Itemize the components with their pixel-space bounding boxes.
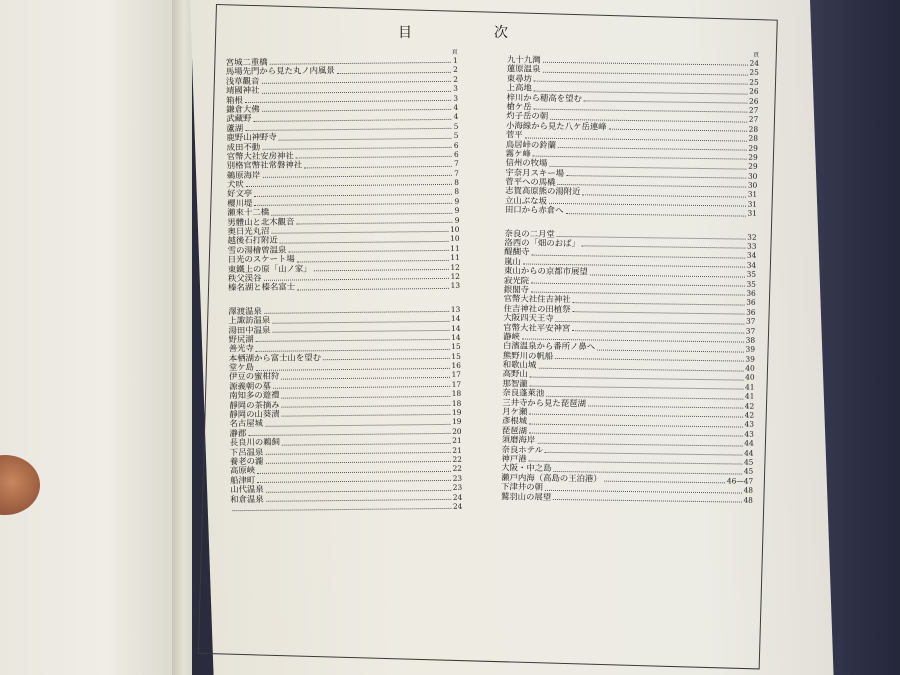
toc-entry-page: 27: [748, 114, 759, 125]
toc-entry-title: 官幣大社平安神宮: [503, 321, 571, 333]
toc-entry-page: 3: [453, 83, 459, 94]
toc-entry-title: 日光のスケート場: [227, 253, 295, 265]
toc-entry-title: 武藏野: [226, 113, 252, 124]
toc-entry-page: 33: [746, 241, 757, 251]
book-spine: [172, 0, 192, 675]
toc-entry-title: 須磨海岸: [501, 434, 536, 445]
toc-entry-title: 成田不動: [226, 141, 261, 152]
toc-entry-page: 13: [450, 304, 461, 314]
toc-entry-page: 19: [452, 417, 462, 427]
toc-entry-title: 和倉温泉: [230, 493, 264, 504]
toc-entry-page: 36: [746, 297, 756, 308]
toc-entry-page: 14: [451, 323, 461, 333]
toc-entry-title: 梓川から穂高を望む: [506, 91, 582, 103]
toc-entry-title: 上諏訪温泉: [228, 314, 271, 326]
toc-entry-page: 7: [454, 168, 459, 178]
dot-leader: [232, 508, 451, 511]
toc-entry-title: 源義朝の墓: [229, 380, 272, 392]
toc-entry-page: 26: [749, 86, 759, 96]
toc-entry-page: 28: [748, 124, 759, 134]
toc-entry-page: 37: [745, 316, 756, 326]
toc-entry-title: 伊豆の蜜柑狩: [228, 371, 280, 382]
toc-entry-title: 醍醐寺: [504, 246, 530, 257]
toc-entry-title: 九十九灣: [506, 54, 541, 65]
toc-entry-title: 榛名湖と榛名富士: [228, 281, 296, 293]
toc-entry-page: 32: [747, 232, 757, 242]
toc-entry-page: 14: [451, 332, 461, 342]
toc-entry-page: 40: [745, 363, 755, 373]
toc-entry-title: 蓮原温泉: [506, 63, 541, 75]
toc-entry-page: 24: [749, 58, 760, 68]
dot-leader: [553, 499, 741, 503]
toc-left-column: [226, 49, 463, 514]
toc-entry-page: 5: [453, 130, 459, 140]
dot-leader: [304, 166, 452, 169]
toc-entry-page: 24: [452, 492, 463, 502]
toc-entry-title: 船津町: [230, 474, 256, 485]
dot-leader: [297, 259, 449, 262]
toc-group: [501, 229, 757, 505]
toc-entry-title: 菅平: [505, 129, 523, 140]
toc-entry-title: 銀閣寺: [503, 284, 530, 295]
toc-entry-page: 31: [747, 208, 757, 218]
toc-entry-page: 15: [451, 351, 461, 361]
toc-entry-title: 靜岡の茶摘み: [229, 399, 280, 410]
toc-entry-page: 7: [454, 159, 459, 169]
dot-leader: [296, 156, 452, 159]
toc-entry-page: 19: [451, 407, 462, 417]
toc-entry-title: 靖國神社: [225, 85, 260, 96]
toc-right-column: [501, 48, 759, 504]
toc-entry-page: 17: [451, 379, 462, 389]
dot-leader: [337, 72, 451, 74]
toc-entry-page: 36: [746, 288, 756, 298]
toc-entry-page: 8: [454, 177, 460, 187]
toc-entry-page: 38: [745, 335, 756, 345]
toc-entry-page: 9: [454, 206, 460, 216]
toc-entry-page: 25: [749, 68, 759, 78]
toc-entry-title: 官幣大社安房神社: [226, 150, 294, 162]
dot-leader: [297, 288, 449, 291]
toc-entry-page: 35: [746, 279, 756, 289]
toc-entry-title: 立山ぶな坂: [504, 195, 547, 206]
toc-heading: 目 次: [398, 25, 542, 41]
toc-entry-title: 那智瀧: [502, 378, 528, 389]
page-column-label: 頁: [753, 51, 760, 59]
toc-entry-title: 蘆湖: [226, 122, 244, 133]
toc-entry-title: 槍ケ岳: [506, 101, 532, 112]
toc-entry-title: 南知多の遊禮: [229, 389, 280, 401]
toc-entry-page: 44: [744, 438, 754, 448]
toc-entry-title: 小海線から見た八ケ岳連峰: [506, 119, 607, 132]
toc-entry-title: 信州の牧場: [505, 157, 548, 169]
toc-entry-title: 東山からの京都市展望: [504, 265, 588, 277]
toc-entry-page: 36: [746, 307, 756, 317]
toc-entry-title: 名古屋城: [229, 418, 264, 429]
toc-entry-title: 熊野川の帆船: [502, 349, 554, 361]
toc-entry-page: 6: [453, 140, 459, 150]
toc-entry-page: 42: [744, 410, 755, 420]
toc-entry-title: 越後石打附近: [227, 235, 278, 246]
toc-entry-title: 奈良蓬萊池: [502, 387, 545, 399]
toc-entry-title: 瀨戸内海（高島の王泊港）: [501, 472, 602, 484]
toc-entry-title: 大阪四天王寺: [503, 312, 554, 324]
toc-entry-title: 洛西の「畑のおば」: [504, 237, 580, 249]
toc-entry-title: 上高地: [506, 82, 532, 93]
toc-entry-title: 瀞峽: [503, 331, 520, 342]
toc-entry-page: 30: [747, 180, 758, 190]
toc-entry-title: 月ケ瀬: [502, 406, 528, 417]
toc-entry-title: 奥日光丸沼: [227, 225, 270, 237]
toc-entry-title: 白濱温泉から番所ノ鼻へ: [502, 340, 596, 352]
toc-entry-title: 馬場先門から見た丸ノ内風景: [225, 65, 335, 77]
toc-entry-page: 12: [450, 262, 460, 272]
toc-entry-page: 25: [749, 77, 759, 87]
toc-entry-page: 11: [450, 243, 460, 253]
dot-leader: [296, 222, 452, 225]
toc-entry-title: 下津井の朝: [500, 481, 543, 492]
toc-entry-page: 27: [748, 105, 759, 115]
toc-entry-page: 24: [452, 501, 463, 511]
toc-entry-title: 山代温泉: [230, 484, 264, 495]
toc-entry-page: 34: [746, 260, 757, 270]
toc-entry-title: 大阪・中之島: [501, 462, 552, 474]
toc-entry-title: 靜岡の山葵漬: [229, 408, 280, 420]
toc-entry-title: 別格官幣社常磐神社: [226, 159, 303, 171]
toc-entry-page: 45: [743, 457, 754, 467]
toc-entry-page: 15: [451, 342, 461, 352]
toc-entry-page: 20: [452, 426, 462, 436]
toc-entry-page: 18: [451, 398, 462, 408]
toc-entry-page: 43: [744, 420, 755, 430]
toc-entry-title: 堂ケ島: [228, 362, 255, 373]
toc-entry-page: 39: [745, 354, 755, 364]
toc-entry-page: 29: [748, 161, 758, 172]
toc-entry-title: 善光寺: [228, 343, 254, 354]
toc-entry-page: 21: [452, 435, 462, 446]
toc-entry-page: 11: [450, 252, 460, 263]
toc-entry-title: 東鐵上の原「山ノ家」: [227, 262, 312, 274]
toc-entry-page: 22: [452, 464, 463, 474]
toc-entry-title: 高野山: [502, 368, 528, 380]
toc-entry-title: 下呂温泉: [229, 446, 264, 457]
toc-entry-page: 2: [453, 65, 458, 75]
toc-entry-title: 櫻川堤: [227, 197, 253, 209]
toc-entry-title: 浅草觀音: [225, 75, 260, 86]
toc-entry-title: 野尻湖: [228, 333, 254, 345]
toc-entry-page: 2: [453, 74, 458, 84]
toc-group: [228, 305, 462, 514]
toc-entry-title: 長良川の鵜飼: [229, 436, 280, 448]
toc-entry-title: 鷲羽山の展望: [500, 490, 552, 502]
toc-entry-page: 1: [452, 55, 458, 65]
toc-entry-page: 22: [452, 454, 462, 464]
toc-entry-page: 23: [452, 473, 463, 483]
toc-entry-page: 18: [451, 389, 462, 399]
toc-entry-title: 瀞郡: [229, 427, 247, 439]
toc-entry-page: 41: [744, 391, 755, 402]
toc-entry-title: 宮城二重橋: [225, 56, 268, 68]
toc-entry-title: 霧ケ峰: [505, 148, 531, 159]
toc-entry-title: 住吉神社の田植祭: [503, 302, 571, 314]
toc-entry-page: 29: [748, 152, 758, 162]
toc-entry-title: 奈良ホテル: [501, 443, 544, 455]
toc-entry-page: 40: [745, 373, 755, 383]
toc-entry-title: 和歌山城: [502, 359, 537, 370]
toc-group: [226, 56, 460, 293]
toc-entry-page: 9: [454, 215, 460, 225]
toc-entry-page: 10: [450, 224, 460, 234]
toc-entry-title: 灼子岳の朝: [506, 110, 549, 122]
toc-entry-page: 30: [747, 171, 758, 181]
toc-entry-title: 雪の湯檜曾温泉: [227, 244, 287, 256]
toc-entry-page: 29: [748, 143, 758, 153]
toc-entry-page: 8: [454, 187, 460, 197]
toc-entry-title: 高原峽: [229, 465, 256, 476]
toc-entry-page: 13: [450, 281, 461, 291]
toc-entry-title: 瀨來十二橋: [227, 207, 270, 218]
toc-entry-page: 37: [745, 326, 756, 336]
toc-entry-page: 21: [452, 445, 462, 455]
toc-entry-title: 奈良の二月堂: [504, 227, 555, 239]
toc-entry-title: 養老の瀧: [229, 455, 264, 467]
toc-entry-title: 宇奈月スキー場: [505, 166, 565, 178]
toc-entry-page: 34: [746, 251, 757, 261]
toc-entry-page: 28: [748, 133, 759, 143]
toc-entry-title: 本栖湖から富士山を望む: [228, 351, 321, 363]
toc-entry-title: 鳥居峠の鈴蘭: [505, 138, 557, 150]
toc-entry-title: 男體山と北木觀音: [227, 216, 295, 227]
toc-entry-title: 志賀高原熊の湯附近: [505, 185, 581, 197]
toc-entry-page: 12: [450, 271, 461, 281]
toc-entry-page: 39: [745, 344, 756, 355]
toc-entry-title: 鵜原海岸: [226, 169, 261, 180]
toc-entry-title: 官幣大社住吉神社: [503, 293, 571, 305]
toc-entry-title: 菅平への馬橇: [505, 176, 556, 188]
toc-entry-title: 箱根: [226, 94, 243, 105]
toc-entry-page: 6: [453, 149, 459, 159]
toc-entry-page: 31: [747, 190, 758, 200]
page-column-label: 頁: [451, 48, 458, 56]
toc-entry-title: 鎌倉大佛: [226, 103, 260, 115]
toc-entry-page: 4: [453, 112, 459, 122]
toc-entry-page: 35: [746, 269, 757, 279]
toc-entry-title: 三井寺から見た琵琶湖: [502, 396, 587, 409]
toc-entry-title: 好文亭: [227, 188, 253, 199]
toc-entry-title: 澤渡温泉: [228, 305, 262, 316]
dot-leader: [323, 358, 449, 360]
toc-entry-page: 48: [743, 495, 753, 505]
toc-entry-title: 寂光院: [503, 274, 530, 286]
toc-entry-page: 5: [453, 121, 459, 131]
toc-entry-page: 3: [453, 93, 459, 103]
toc-entry-page: 23: [452, 482, 463, 493]
toc-entry-page: 17: [451, 370, 462, 380]
toc-entry-title: 神戸港: [501, 453, 527, 464]
toc-entry-title: 琵琶湖: [501, 425, 528, 436]
toc-entry-title: 田口から赤倉へ: [504, 204, 564, 216]
toc-entry-title: 彥根城: [501, 415, 528, 427]
toc-entry-title: 東尋坊: [506, 73, 532, 84]
toc-entry-page: 31: [747, 199, 758, 209]
toc-entry-page: 14: [450, 313, 461, 324]
toc-entry-page: 44: [744, 448, 754, 458]
toc-entry-page: 10: [450, 234, 460, 244]
toc-entry-title: 湯田中温泉: [228, 324, 271, 335]
toc-entry-title: 嵐山: [504, 256, 522, 267]
toc-entry-page: 45: [743, 467, 754, 477]
toc-entry-title: 鹿野山神野寺: [226, 131, 277, 143]
toc-entry-page: 46—47: [726, 476, 754, 486]
toc-group: [505, 55, 759, 218]
left-page: [0, 0, 175, 675]
toc-entry-title: 秩父渓谷: [227, 272, 262, 284]
toc-entry-page: 41: [744, 382, 755, 392]
toc-entry-page: 16: [451, 360, 461, 370]
toc-entry-page: 43: [744, 429, 754, 439]
toc-entry-page: 26: [748, 96, 759, 106]
dot-leader: [314, 269, 449, 271]
toc-entry-page: 4: [453, 102, 459, 112]
toc-entry-page: 42: [744, 401, 755, 411]
toc-entry-page: 9: [454, 196, 460, 206]
toc-entry-title: 犬吠: [226, 179, 244, 190]
toc-entry-page: 48: [743, 485, 754, 495]
